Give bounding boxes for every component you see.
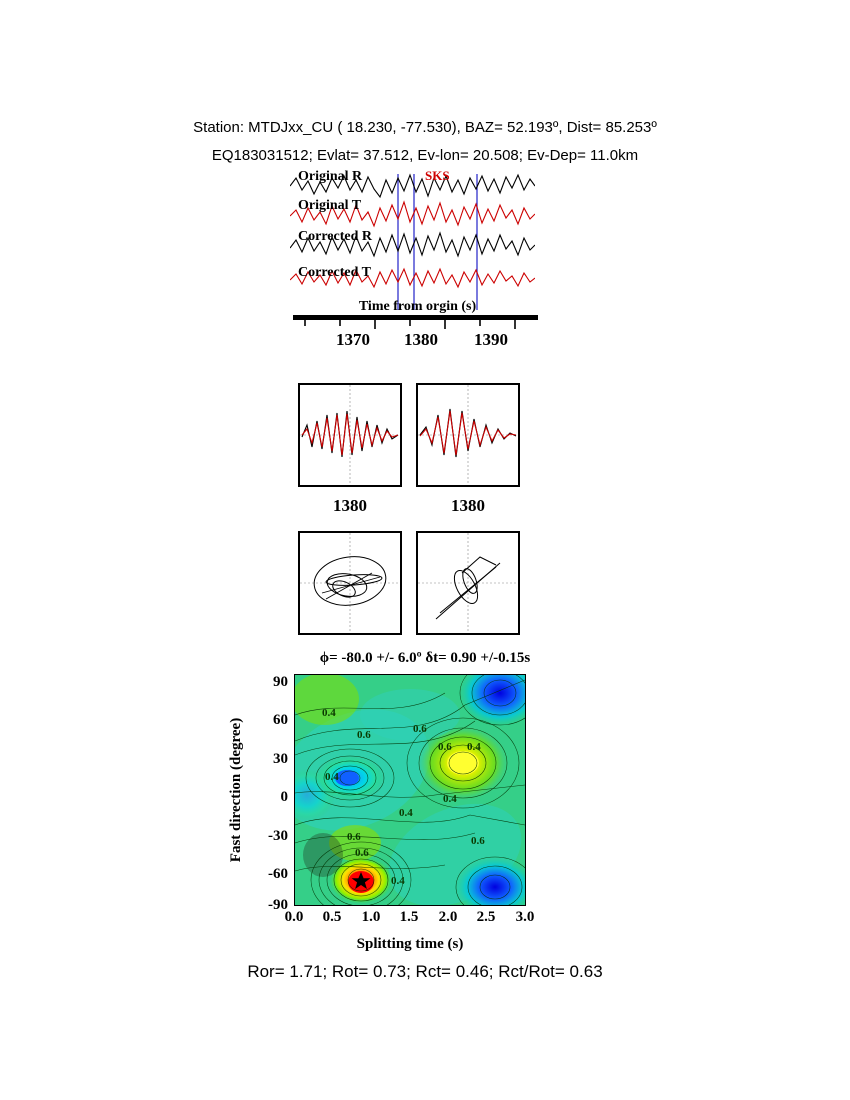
contour-y-axis-label bbox=[228, 445, 246, 863]
trace-label-corrected-r: Corrected R bbox=[298, 229, 372, 244]
phase-window-markers bbox=[398, 174, 477, 310]
contour-label-1: 0.4 bbox=[322, 707, 336, 719]
time-tick-1390: 1390 bbox=[474, 330, 508, 349]
contour-label-2: 0.6 bbox=[357, 729, 371, 741]
contour-label-10: 0.6 bbox=[471, 835, 485, 847]
corrected-wave-box-left bbox=[298, 383, 402, 487]
ytick-m60: -60 bbox=[268, 866, 288, 882]
xtick-0: 0.0 bbox=[284, 909, 304, 925]
particle-motion-box-after bbox=[416, 531, 520, 635]
event-info-line: EQ183031512; Evlat= 37.512, Ev-lon= 20.508; Ev-Dep= 11.0km bbox=[211, 147, 639, 164]
ytick-m90: -90 bbox=[268, 897, 288, 913]
trace-label-original-t: Original T bbox=[298, 198, 362, 213]
quality-metrics-footer: Ror= 1.71; Rot= 0.73; Rct= 0.46; Rct/Rot= 0.63 bbox=[247, 962, 603, 981]
trace-label-corrected-t: Corrected T bbox=[298, 265, 371, 280]
time-axis-title: Time from orgin (s) bbox=[358, 299, 477, 314]
corrected-wave-box-right bbox=[416, 383, 520, 487]
wave-box-left-label: 1380 bbox=[333, 496, 367, 515]
time-tick-1370: 1370 bbox=[336, 330, 370, 349]
xtick-1: 1.0 bbox=[361, 909, 381, 925]
xtick-2: 2.0 bbox=[438, 909, 458, 925]
contour-label-5: 0.4 bbox=[467, 741, 481, 753]
contour-y-axis-label-text: Fast direction (degree) bbox=[228, 717, 244, 863]
contour-label-4: 0.6 bbox=[438, 741, 452, 753]
time-tick-1380: 1380 bbox=[404, 330, 438, 349]
sks-phase-label: SKS bbox=[425, 168, 450, 183]
ytick-0: 0 bbox=[280, 789, 288, 805]
ytick-30: 30 bbox=[273, 751, 288, 767]
wave-box-right-label: 1380 bbox=[451, 496, 485, 515]
station-info-line: Station: MTDJxx_CU ( 18.230, -77.530), BAZ= 52.193º, Dist= 85.253º bbox=[193, 119, 657, 136]
trace-label-original-r: Original R bbox=[298, 169, 363, 184]
xtick-15: 1.5 bbox=[399, 909, 419, 925]
contour-label-12: 0.4 bbox=[391, 875, 405, 887]
splitting-result-title: ϕ= -80.0 +/- 6.0º δt= 0.90 +/-0.15s bbox=[319, 650, 531, 666]
particle-motion-box-before bbox=[298, 531, 402, 635]
ytick-m30: -30 bbox=[268, 828, 288, 844]
contour-x-axis-label: Splitting time (s) bbox=[356, 936, 464, 952]
xtick-3: 3.0 bbox=[515, 909, 535, 925]
energy-contour-plot[interactable] bbox=[294, 674, 526, 906]
ytick-60: 60 bbox=[273, 712, 288, 728]
contour-label-3: 0.6 bbox=[413, 723, 427, 735]
contour-label-9: 0.6 bbox=[347, 831, 361, 843]
contour-label-11: 0.6 bbox=[355, 847, 369, 859]
contour-label-6: 0.4 bbox=[325, 771, 339, 783]
xtick-25: 2.5 bbox=[476, 909, 496, 925]
xtick-05: 0.5 bbox=[322, 909, 342, 925]
contour-label-7: 0.4 bbox=[443, 793, 457, 805]
ytick-90: 90 bbox=[273, 674, 288, 690]
contour-label-8: 0.4 bbox=[399, 807, 413, 819]
